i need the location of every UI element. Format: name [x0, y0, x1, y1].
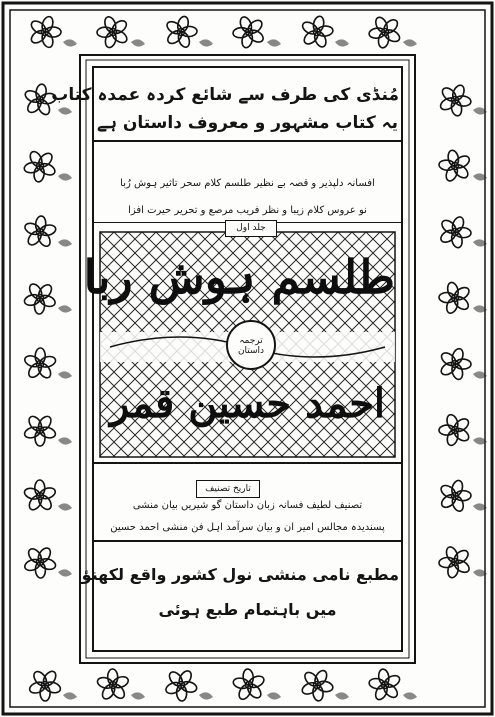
imprint-line-2: میں باہتمام طبع ہوئی: [158, 600, 337, 619]
floral-ornament: [96, 669, 129, 701]
floral-ornament: [439, 479, 471, 512]
leaf-ornament: [335, 692, 349, 699]
main-title-line-1: طلسم ہوش ربا: [83, 250, 395, 304]
author-line-2: پسندیدہ مجالس امیر ان و بیان سرآمد اہل فن منشی احمد حسین: [110, 522, 385, 533]
author-top-divider: [94, 462, 401, 464]
leaf-ornament: [58, 437, 72, 444]
floral-ornament: [439, 545, 472, 578]
floral-ornament: [300, 669, 333, 702]
floral-ornament: [301, 15, 334, 48]
leaf-ornament: [58, 305, 72, 312]
floral-ornament: [233, 15, 266, 48]
leaf-ornament: [58, 173, 72, 180]
medallion-text: ترجمہ داستان: [237, 336, 265, 356]
floral-ornament: [439, 215, 472, 248]
leaf-ornament: [131, 692, 145, 699]
floral-ornament: [439, 83, 472, 116]
title-line-2: یہ کتاب مشہور و معروف داستان ہے: [97, 113, 398, 133]
leaf-ornament: [267, 692, 281, 699]
floral-ornament: [439, 149, 472, 182]
volume-label: جلد اول: [225, 220, 277, 237]
floral-ornament: [368, 668, 401, 701]
leaf-ornament: [199, 692, 213, 699]
leaf-ornament: [403, 39, 417, 46]
leaf-ornament: [403, 692, 417, 699]
title-line-1: مُنڈی کی طرف سے شائع کردہ عمدہ کتاب: [51, 85, 399, 105]
leaf-ornament: [58, 239, 72, 246]
floral-ornament: [23, 348, 56, 380]
main-title-line-2: احمد حسین قمر: [109, 380, 386, 427]
leaf-ornament: [58, 107, 72, 114]
leaf-ornament: [131, 39, 145, 46]
intro-line-2: نو عروس کلام زیبا و نظر فریب مرصع و تحریر حیرت افزا: [128, 205, 367, 216]
floral-ornament: [164, 669, 197, 702]
floral-ornament: [165, 15, 197, 48]
floral-ornament: [368, 15, 401, 48]
floral-ornament: [439, 413, 471, 447]
floral-ornament: [23, 216, 56, 249]
floral-ornament: [28, 669, 62, 701]
leaf-ornament: [58, 371, 72, 378]
leaf-ornament: [199, 39, 213, 46]
floral-ornament: [29, 15, 61, 49]
composition-label-box: تاریخ تصنیف: [196, 480, 260, 498]
translation-medallion: [226, 320, 276, 370]
leaf-ornament: [58, 503, 72, 510]
floral-ornament: [23, 546, 56, 578]
floral-ornament: [439, 347, 471, 381]
floral-ornament: [23, 282, 56, 314]
leaf-ornament: [63, 692, 77, 699]
title-divider: [94, 140, 401, 142]
author-line-1: تصنیف لطیف فسانہ زبان داستان گو شیریں بیان منشی: [132, 500, 363, 511]
imprint-line-1: مطبع نامی منشی نول کشور واقع لکھنؤ: [81, 565, 399, 584]
leaf-ornament: [335, 39, 349, 46]
floral-ornament: [23, 414, 57, 446]
floral-ornament: [23, 150, 56, 183]
floral-ornament: [232, 669, 265, 702]
intro-line-1: افسانہ دلپذیر و قصہ بے نظیر طلسم کلام سحر تاثیر ہوش رُبا: [120, 178, 375, 189]
imprint-divider: [94, 540, 401, 542]
leaf-ornament: [58, 569, 72, 576]
leaf-ornament: [267, 39, 281, 46]
floral-ornament: [439, 281, 471, 314]
leaf-ornament: [63, 39, 77, 46]
floral-ornament: [97, 15, 129, 48]
floral-ornament: [23, 480, 57, 512]
